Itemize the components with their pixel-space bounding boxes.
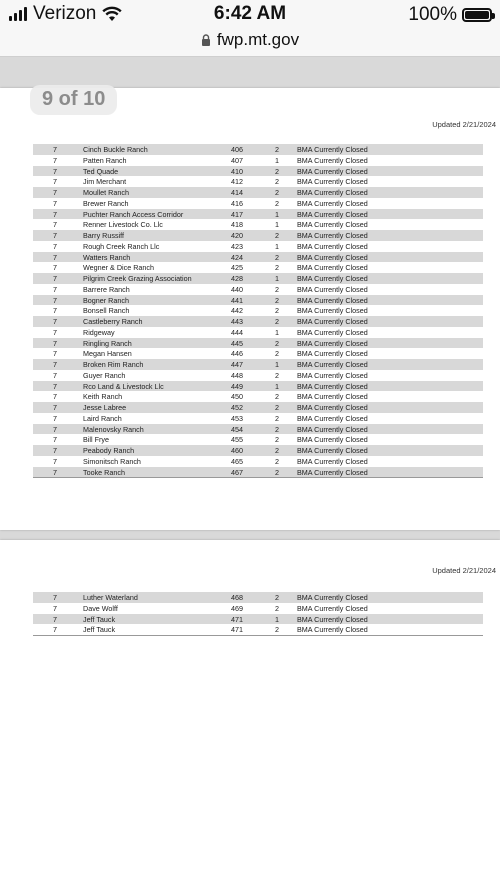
table-row <box>33 624 483 635</box>
name-cell: Watters Ranch <box>83 252 131 262</box>
name-cell: Dave Wolff <box>83 603 118 613</box>
status-cell: BMA Currently Closed <box>297 392 368 402</box>
count-cell: 2 <box>275 392 279 402</box>
table-row <box>33 359 483 370</box>
region-cell: 7 <box>53 456 57 466</box>
region-cell: 7 <box>53 467 57 477</box>
number-cell: 467 <box>231 467 243 477</box>
count-cell: 1 <box>275 220 279 230</box>
region-cell: 7 <box>53 295 57 305</box>
number-cell: 443 <box>231 317 243 326</box>
count-cell: 2 <box>275 603 279 613</box>
status-cell: BMA Currently Closed <box>297 456 368 466</box>
status-cell: BMA Currently Closed <box>297 263 368 273</box>
status-cell: BMA Currently Closed <box>297 177 368 187</box>
status-cell: BMA Currently Closed <box>297 435 368 445</box>
status-cell: BMA Currently Closed <box>297 317 368 326</box>
table-rows <box>33 144 483 478</box>
count-cell: 2 <box>275 263 279 273</box>
number-cell: 471 <box>231 625 243 635</box>
status-cell: BMA Currently Closed <box>297 614 368 624</box>
status-cell: BMA Currently Closed <box>297 198 368 208</box>
table-row <box>33 391 483 402</box>
table-row <box>33 381 483 392</box>
name-cell: Megan Hansen <box>83 349 132 359</box>
name-cell: Bonsell Ranch <box>83 306 130 316</box>
updated-date: Updated 2/21/2024 <box>432 120 496 129</box>
name-cell: Bill Frye <box>83 435 109 445</box>
table-row <box>33 262 483 273</box>
name-cell: Barrere Ranch <box>83 284 130 294</box>
number-cell: 471 <box>231 614 243 624</box>
name-cell: Puchter Ranch Access Corridor <box>83 209 184 219</box>
count-cell: 2 <box>275 625 279 635</box>
table-row <box>33 219 483 230</box>
number-cell: 417 <box>231 209 243 219</box>
count-cell: 2 <box>275 177 279 187</box>
name-cell: Barry Russiff <box>83 231 125 240</box>
region-cell: 7 <box>53 327 57 337</box>
status-cell: BMA Currently Closed <box>297 360 368 369</box>
name-cell: Luther Waterland <box>83 593 138 602</box>
status-cell: BMA Currently Closed <box>297 284 368 294</box>
number-cell: 423 <box>231 241 243 251</box>
region-cell: 7 <box>53 274 57 283</box>
name-cell: Ridgeway <box>83 327 115 337</box>
region-cell: 7 <box>53 370 57 380</box>
name-cell: Pilgrim Creek Grazing Association <box>83 274 192 283</box>
region-cell: 7 <box>53 220 57 230</box>
count-cell: 2 <box>275 166 279 176</box>
count-cell: 1 <box>275 381 279 391</box>
table-row <box>33 252 483 263</box>
region-cell: 7 <box>53 603 57 613</box>
name-cell: Keith Ranch <box>83 392 123 402</box>
number-cell: 447 <box>231 360 243 369</box>
count-cell: 1 <box>275 274 279 283</box>
page-indicator: 9 of 10 <box>30 85 117 115</box>
table-row <box>33 316 483 327</box>
name-cell: Wegner & Dice Ranch <box>83 263 154 273</box>
number-cell: 442 <box>231 306 243 316</box>
name-cell: Bogner Ranch <box>83 295 129 305</box>
name-cell: Jim Merchant <box>83 177 127 187</box>
region-cell: 7 <box>53 241 57 251</box>
status-cell: BMA Currently Closed <box>297 413 368 423</box>
status-cell: BMA Currently Closed <box>297 306 368 316</box>
status-cell: BMA Currently Closed <box>297 424 368 434</box>
number-cell: 468 <box>231 593 243 602</box>
name-cell: Brewer Ranch <box>83 198 129 208</box>
table-row <box>33 166 483 177</box>
status-cell: BMA Currently Closed <box>297 370 368 380</box>
number-cell: 410 <box>231 166 243 176</box>
status-cell: BMA Currently Closed <box>297 274 368 283</box>
status-cell: BMA Currently Closed <box>297 403 368 412</box>
count-cell: 1 <box>275 241 279 251</box>
region-cell: 7 <box>53 435 57 445</box>
status-cell: BMA Currently Closed <box>297 220 368 230</box>
name-cell: Patten Ranch <box>83 155 127 165</box>
table-row <box>33 614 483 625</box>
region-cell: 7 <box>53 306 57 316</box>
table-row <box>33 348 483 359</box>
table-row <box>33 144 483 155</box>
status-cell: BMA Currently Closed <box>297 327 368 337</box>
count-cell: 2 <box>275 198 279 208</box>
count-cell: 1 <box>275 209 279 219</box>
name-cell: Laird Ranch <box>83 413 122 423</box>
region-cell: 7 <box>53 349 57 359</box>
count-cell: 1 <box>275 155 279 165</box>
number-cell: 440 <box>231 284 243 294</box>
count-cell: 2 <box>275 349 279 359</box>
number-cell: 425 <box>231 263 243 273</box>
number-cell: 428 <box>231 274 243 283</box>
number-cell: 445 <box>231 338 243 348</box>
status-bar <box>0 0 500 30</box>
region-cell: 7 <box>53 360 57 369</box>
table-row <box>33 198 483 209</box>
name-cell: Peabody Ranch <box>83 446 135 455</box>
name-cell: Simonitsch Ranch <box>83 456 141 466</box>
count-cell: 2 <box>275 338 279 348</box>
status-cell: BMA Currently Closed <box>297 349 368 359</box>
url-text[interactable]: fwp.mt.gov <box>216 30 300 49</box>
region-cell: 7 <box>53 614 57 624</box>
number-cell: 406 <box>231 145 243 154</box>
table-row <box>33 592 483 603</box>
count-cell: 2 <box>275 413 279 423</box>
status-cell: BMA Currently Closed <box>297 446 368 455</box>
table-row <box>33 273 483 284</box>
table-rows <box>33 592 483 636</box>
address-bar[interactable] <box>0 30 500 57</box>
region-cell: 7 <box>53 284 57 294</box>
region-cell: 7 <box>53 424 57 434</box>
count-cell: 2 <box>275 424 279 434</box>
updated-date: Updated 2/21/2024 <box>432 566 496 575</box>
name-cell: Ted Quade <box>83 166 119 176</box>
name-cell: Renner Livestock Co. Llc <box>83 220 163 230</box>
count-cell: 2 <box>275 446 279 455</box>
count-cell: 2 <box>275 467 279 477</box>
table-row <box>33 424 483 435</box>
number-cell: 465 <box>231 456 243 466</box>
number-cell: 407 <box>231 155 243 165</box>
table-row <box>33 467 483 478</box>
status-cell: BMA Currently Closed <box>297 338 368 348</box>
region-cell: 7 <box>53 625 57 635</box>
name-cell: Jesse Labree <box>83 403 127 412</box>
count-cell: 1 <box>275 360 279 369</box>
table-row <box>33 295 483 306</box>
name-cell: Broken Rim Ranch <box>83 360 144 369</box>
table-row <box>33 209 483 220</box>
number-cell: 441 <box>231 295 243 305</box>
status-cell: BMA Currently Closed <box>297 593 368 602</box>
status-cell: BMA Currently Closed <box>297 295 368 305</box>
table-row <box>33 176 483 187</box>
number-cell: 454 <box>231 424 243 434</box>
region-cell: 7 <box>53 392 57 402</box>
region-cell: 7 <box>53 252 57 262</box>
count-cell: 2 <box>275 188 279 197</box>
region-cell: 7 <box>53 593 57 602</box>
region-cell: 7 <box>53 166 57 176</box>
number-cell: 418 <box>231 220 243 230</box>
number-cell: 448 <box>231 370 243 380</box>
number-cell: 444 <box>231 327 243 337</box>
table-row <box>33 370 483 381</box>
table-row <box>33 338 483 349</box>
status-cell: BMA Currently Closed <box>297 252 368 262</box>
name-cell: Malenovsky Ranch <box>83 424 144 434</box>
number-cell: 453 <box>231 413 243 423</box>
lock-icon <box>201 34 211 46</box>
name-cell: Cinch Buckle Ranch <box>83 145 148 154</box>
count-cell: 1 <box>275 327 279 337</box>
name-cell: Moullet Ranch <box>83 188 129 197</box>
table-row <box>33 413 483 424</box>
status-cell: BMA Currently Closed <box>297 155 368 165</box>
region-cell: 7 <box>53 198 57 208</box>
table-row <box>33 445 483 456</box>
number-cell: 412 <box>231 177 243 187</box>
count-cell: 2 <box>275 403 279 412</box>
name-cell: Castleberry Ranch <box>83 317 143 326</box>
status-cell: BMA Currently Closed <box>297 625 368 635</box>
number-cell: 416 <box>231 198 243 208</box>
pdf-page <box>0 88 500 530</box>
table-row <box>33 187 483 198</box>
status-cell: BMA Currently Closed <box>297 145 368 154</box>
number-cell: 446 <box>231 349 243 359</box>
count-cell: 2 <box>275 145 279 154</box>
region-cell: 7 <box>53 209 57 219</box>
status-cell: BMA Currently Closed <box>297 603 368 613</box>
table-row <box>33 230 483 241</box>
count-cell: 2 <box>275 593 279 602</box>
number-cell: 420 <box>231 231 243 240</box>
region-cell: 7 <box>53 188 57 197</box>
number-cell: 469 <box>231 603 243 613</box>
name-cell: Ringling Ranch <box>83 338 132 348</box>
status-cell: BMA Currently Closed <box>297 381 368 391</box>
name-cell: Guyer Ranch <box>83 370 126 380</box>
table-row <box>33 241 483 252</box>
table-row <box>33 327 483 338</box>
count-cell: 2 <box>275 284 279 294</box>
count-cell: 2 <box>275 435 279 445</box>
name-cell: Jeff Tauck <box>83 614 116 624</box>
name-cell: Rough Creek Ranch Llc <box>83 241 160 251</box>
region-cell: 7 <box>53 145 57 154</box>
battery-percentage: 100% <box>408 4 457 25</box>
region-cell: 7 <box>53 231 57 240</box>
count-cell: 2 <box>275 456 279 466</box>
table-row <box>33 155 483 166</box>
table-row <box>33 284 483 295</box>
status-cell: BMA Currently Closed <box>297 188 368 197</box>
name-cell: Tooke Ranch <box>83 467 125 477</box>
name-cell: Jeff Tauck <box>83 625 116 635</box>
count-cell: 2 <box>275 231 279 240</box>
count-cell: 2 <box>275 295 279 305</box>
pdf-page <box>0 540 500 890</box>
status-cell: BMA Currently Closed <box>297 241 368 251</box>
table-row <box>33 402 483 413</box>
number-cell: 424 <box>231 252 243 262</box>
name-cell: Rco Land & Livestock Llc <box>83 381 164 391</box>
status-right <box>408 4 492 26</box>
region-cell: 7 <box>53 381 57 391</box>
number-cell: 450 <box>231 392 243 402</box>
status-cell: BMA Currently Closed <box>297 166 368 176</box>
battery-icon <box>462 8 492 22</box>
region-cell: 7 <box>53 338 57 348</box>
region-cell: 7 <box>53 446 57 455</box>
number-cell: 460 <box>231 446 243 455</box>
count-cell: 1 <box>275 614 279 624</box>
region-cell: 7 <box>53 263 57 273</box>
table-row <box>33 456 483 467</box>
region-cell: 7 <box>53 155 57 165</box>
count-cell: 2 <box>275 317 279 326</box>
number-cell: 449 <box>231 381 243 391</box>
region-cell: 7 <box>53 413 57 423</box>
count-cell: 2 <box>275 370 279 380</box>
region-cell: 7 <box>53 317 57 326</box>
count-cell: 2 <box>275 306 279 316</box>
status-cell: BMA Currently Closed <box>297 231 368 240</box>
count-cell: 2 <box>275 252 279 262</box>
status-cell: BMA Currently Closed <box>297 209 368 219</box>
table-row <box>33 305 483 316</box>
status-cell: BMA Currently Closed <box>297 467 368 477</box>
table-row <box>33 434 483 445</box>
region-cell: 7 <box>53 403 57 412</box>
number-cell: 452 <box>231 403 243 412</box>
table-row <box>33 603 483 614</box>
clock: 6:42 AM <box>213 3 287 24</box>
region-cell: 7 <box>53 177 57 187</box>
number-cell: 414 <box>231 188 243 197</box>
number-cell: 455 <box>231 435 243 445</box>
carrier-name: Verizon <box>33 3 97 24</box>
